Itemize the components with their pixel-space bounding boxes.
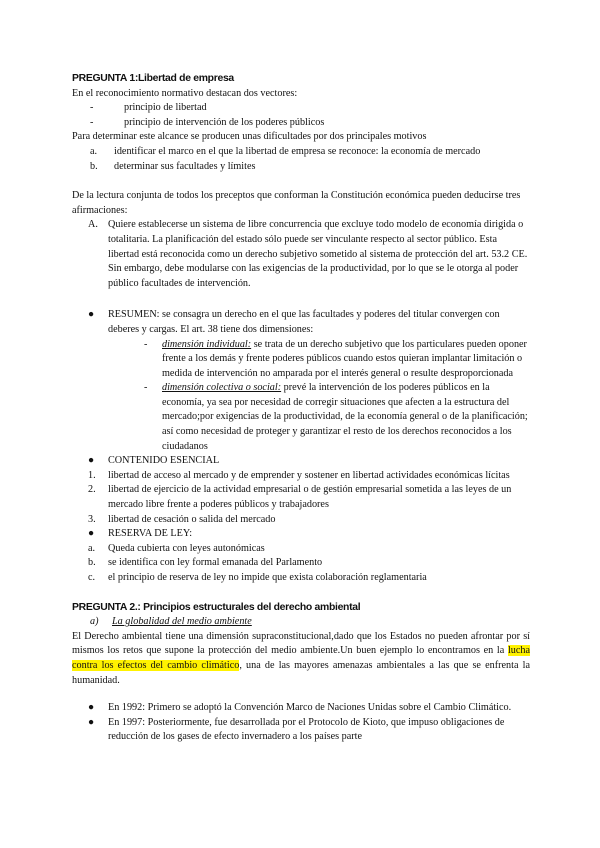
- event-item: ● En 1992: Primero se adoptó la Convención Marco de Naciones Unidas sobre el Cambio Climático.: [72, 701, 530, 716]
- bullet-icon: ●: [88, 528, 95, 540]
- contenido-item: 3. libertad de cesación o salida del mercado: [88, 513, 276, 525]
- difficulty-item: a. identificar el marco en el que la libertad de empresa se reconoce: la economía de mercado: [90, 145, 481, 157]
- vector-item: - principio de libertad: [90, 102, 207, 114]
- point-a: A. Quiere establecerse un sistema de libre concurrencia que excluye todo modelo de economía dirigida o totalitaria. La planificación del estado sólo puede ser vinculante respecto al sector público. Esta libertad está reconocida como un derecho subjetivo sometido al sistema de protección del art. 53.2 CE. Sin embargo, debe modularse con las exigencias de la productividad, por lo que se le otorga al poder público facultades de intervención.: [88, 219, 528, 289]
- reserva-item: a. Queda cubierta con leyes autonómicas: [88, 542, 265, 554]
- reserva-item: b. se identifica con ley formal emanada del Parlamento: [88, 557, 323, 569]
- bullet-icon: ●: [88, 702, 95, 714]
- highlighted-text: lucha contra los efectos del cambio climático: [72, 645, 530, 671]
- dimension-label: dimensión individual:: [162, 338, 252, 350]
- difficulties-intro: Para determinar este alcance se producen unas dificultades por dos principales motivos: [72, 131, 427, 143]
- dimension-colectiva: - dimensión colectiva o social: prevé la intervención de los poderes públicos en la economía, ya sea por necesidad de corregir situaciones que afecten a la estructura del mercado;por exigencias de la productividad, de la economía general o de la planificación; así como necesidad de proteger y garantizar el resto de los derechos reconocidos a los ciudadanos: [144, 382, 528, 452]
- question-2-title: PREGUNTA 2.: Principios estructurales del derecho ambiental: [72, 601, 361, 613]
- bullet-icon: ●: [88, 455, 95, 467]
- vector-item: - principio de intervención de los poderes públicos: [90, 116, 325, 128]
- resumen-item: ● RESUMEN: se consagra un derecho en el que las facultades y poderes del titular convergen con deberes y cargas. El art. 38 tiene dos dimensiones:: [72, 308, 530, 337]
- contenido-item: 2. libertad de ejercicio de la actividad empresarial o de gestión empresarial sometida a las leyes de un mercado libre frente a poderes públicos y trabajadores: [88, 484, 512, 511]
- bullet-icon: ●: [88, 309, 95, 321]
- event-item: ● En 1997: Posteriormente, fue desarrollada por el Protocolo de Kioto, que impuso obligaciones de reducción de los gases de efecto invernadero a los países parte: [72, 716, 530, 745]
- contenido-item: 1. libertad de acceso al mercado y de emprender y sostener en libertad actividades económicas lícitas: [88, 469, 510, 481]
- dimension-label: dimensión colectiva o social:: [162, 382, 282, 394]
- bullet-icon: ●: [88, 716, 95, 728]
- dimension-individual: - dimensión individual: se trata de un derecho subjetivo que los particulares pueden oponer frente a los demás y frente poderes públicos cuando estos quieran implantar limitación o medida de intervención no amparada por el interés general o resulte desproporcionada: [144, 338, 527, 379]
- section-subtitle: a) La globalidad del medio ambiente: [90, 616, 252, 628]
- climate-paragraph: El Derecho ambiental tiene una dimensión supraconstitucional,dado que los Estados no pueden afrontar por sí mismos los retos que supone la protección del medio ambiente.Un buen ejemplo lo encontramos en la lucha contra los efectos del cambio climático, una de las mayores amenazas ambientales a las que se enfrenta la humanidad.: [72, 630, 530, 686]
- question-1-title: PREGUNTA 1:Libertad de empresa: [72, 73, 234, 84]
- reading-intro: De la lectura conjunta de todos los preceptos que conforman la Constitución económica pueden deducirse tres afirmaciones:: [72, 190, 521, 216]
- contenido-heading: ● CONTENIDO ESENCIAL: [72, 454, 530, 469]
- difficulty-item: b. determinar sus facultades y límites: [90, 160, 256, 172]
- reserva-heading: ● RESERVA DE LEY:: [72, 527, 530, 542]
- reserva-item: c. el principio de reserva de ley no impide que exista colaboración reglamentaria: [88, 572, 427, 583]
- q1-intro: En el reconocimiento normativo destacan dos vectores:: [72, 87, 298, 99]
- document-page: [72, 72, 530, 745]
